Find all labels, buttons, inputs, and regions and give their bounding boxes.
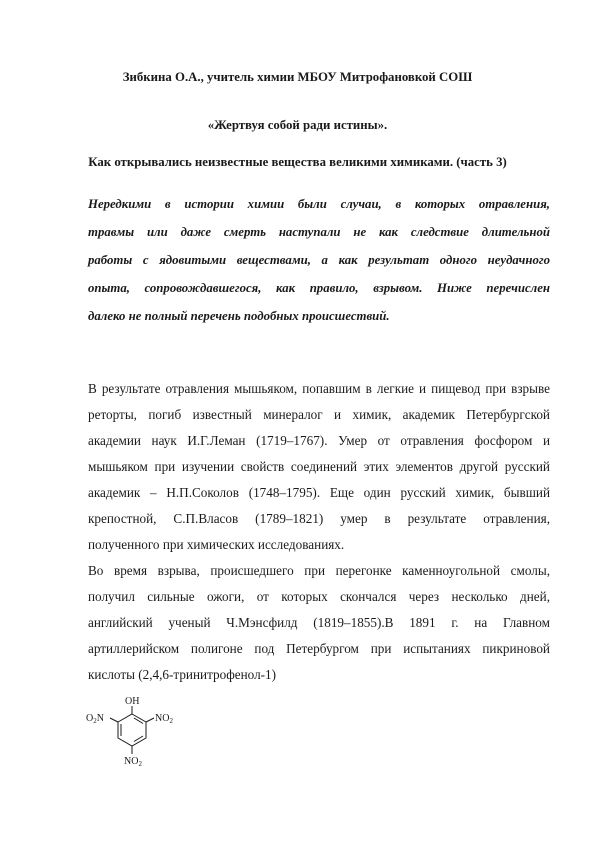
no2-bottom-label bbox=[124, 756, 142, 768]
intro-line: далеко не полный перечень подобных происшествий. bbox=[88, 309, 390, 323]
body-line: английский ученый Ч.Мэнсфилд (1819–1855).В 1891 г. на Главном bbox=[88, 615, 550, 630]
intro-paragraph bbox=[88, 190, 550, 330]
no2-left-o: O bbox=[86, 713, 94, 724]
body-line: мышьяком при изучении свойств соединений этих элементов другой русский bbox=[88, 459, 550, 474]
body-line: полученного при химических исследованиях. bbox=[88, 537, 345, 552]
picric-acid-structure bbox=[82, 694, 182, 774]
body-line: Во время взрыва, происшедшего при перегонке каменноугольной смолы, bbox=[88, 563, 550, 578]
no2-right-no: NO bbox=[155, 713, 170, 724]
article-subtitle: Как открывались неизвестные вещества великими химиками. (часть 3) bbox=[88, 155, 507, 169]
body-line: получил сильные ожоги, от которых скончался через несколько дней, bbox=[88, 589, 550, 604]
body-line: В результате отравления мышьяком, попавшим в легкие и пищевод при взрыве bbox=[88, 381, 550, 396]
intro-line: работы с ядовитыми веществами, а как результат одного неудачного bbox=[88, 253, 550, 267]
body-line: академик – Н.П.Соколов (1748–1795). Еще один русский химик, бывший bbox=[88, 485, 550, 500]
no2-left-bond bbox=[110, 718, 118, 722]
article-title: «Жертвуя собой ради истины». bbox=[207, 118, 388, 132]
intro-line: травмы или даже смерть наступали не как следствие длительной bbox=[88, 225, 550, 239]
body-line: академии наук И.Г.Леман (1719–1767). Умер от отравления фосфором и bbox=[88, 433, 550, 448]
body-line: артиллерийском полигоне под Петербургом при испытаниях пикриновой bbox=[88, 641, 550, 656]
no2-bottom-no: NO bbox=[124, 756, 139, 767]
no2-right-bond bbox=[146, 718, 154, 722]
double-bond bbox=[134, 718, 143, 724]
body-line: кислоты (2,4,6-тринитрофенол-1) bbox=[88, 667, 277, 682]
body-paragraph bbox=[88, 376, 550, 688]
benzene-ring bbox=[118, 714, 146, 746]
author-line: Зибкина О.А., учитель химии МБОУ Митрофановкой СОШ bbox=[122, 70, 473, 84]
no2-left-n: N bbox=[96, 713, 104, 724]
body-line: крепостной, С.П.Власов (1789–1821) умер в результате отравления, bbox=[88, 511, 550, 526]
no2-bottom-sub: 2 bbox=[138, 760, 142, 768]
intro-line: опыта, сопровождавшегося, как правило, взрывом. Ниже перечислен bbox=[88, 281, 550, 295]
no2-right-sub: 2 bbox=[169, 717, 173, 725]
no2-left-label bbox=[86, 713, 104, 725]
no2-right-label bbox=[155, 713, 173, 725]
no2-left-sub: 2 bbox=[93, 717, 97, 725]
intro-line: Нередкими в истории химии были случаи, в которых отравления, bbox=[88, 197, 550, 211]
oh-label: OH bbox=[125, 696, 140, 707]
body-line: реторты, погиб известный минералог и химик, академик Петербургской bbox=[88, 407, 550, 422]
